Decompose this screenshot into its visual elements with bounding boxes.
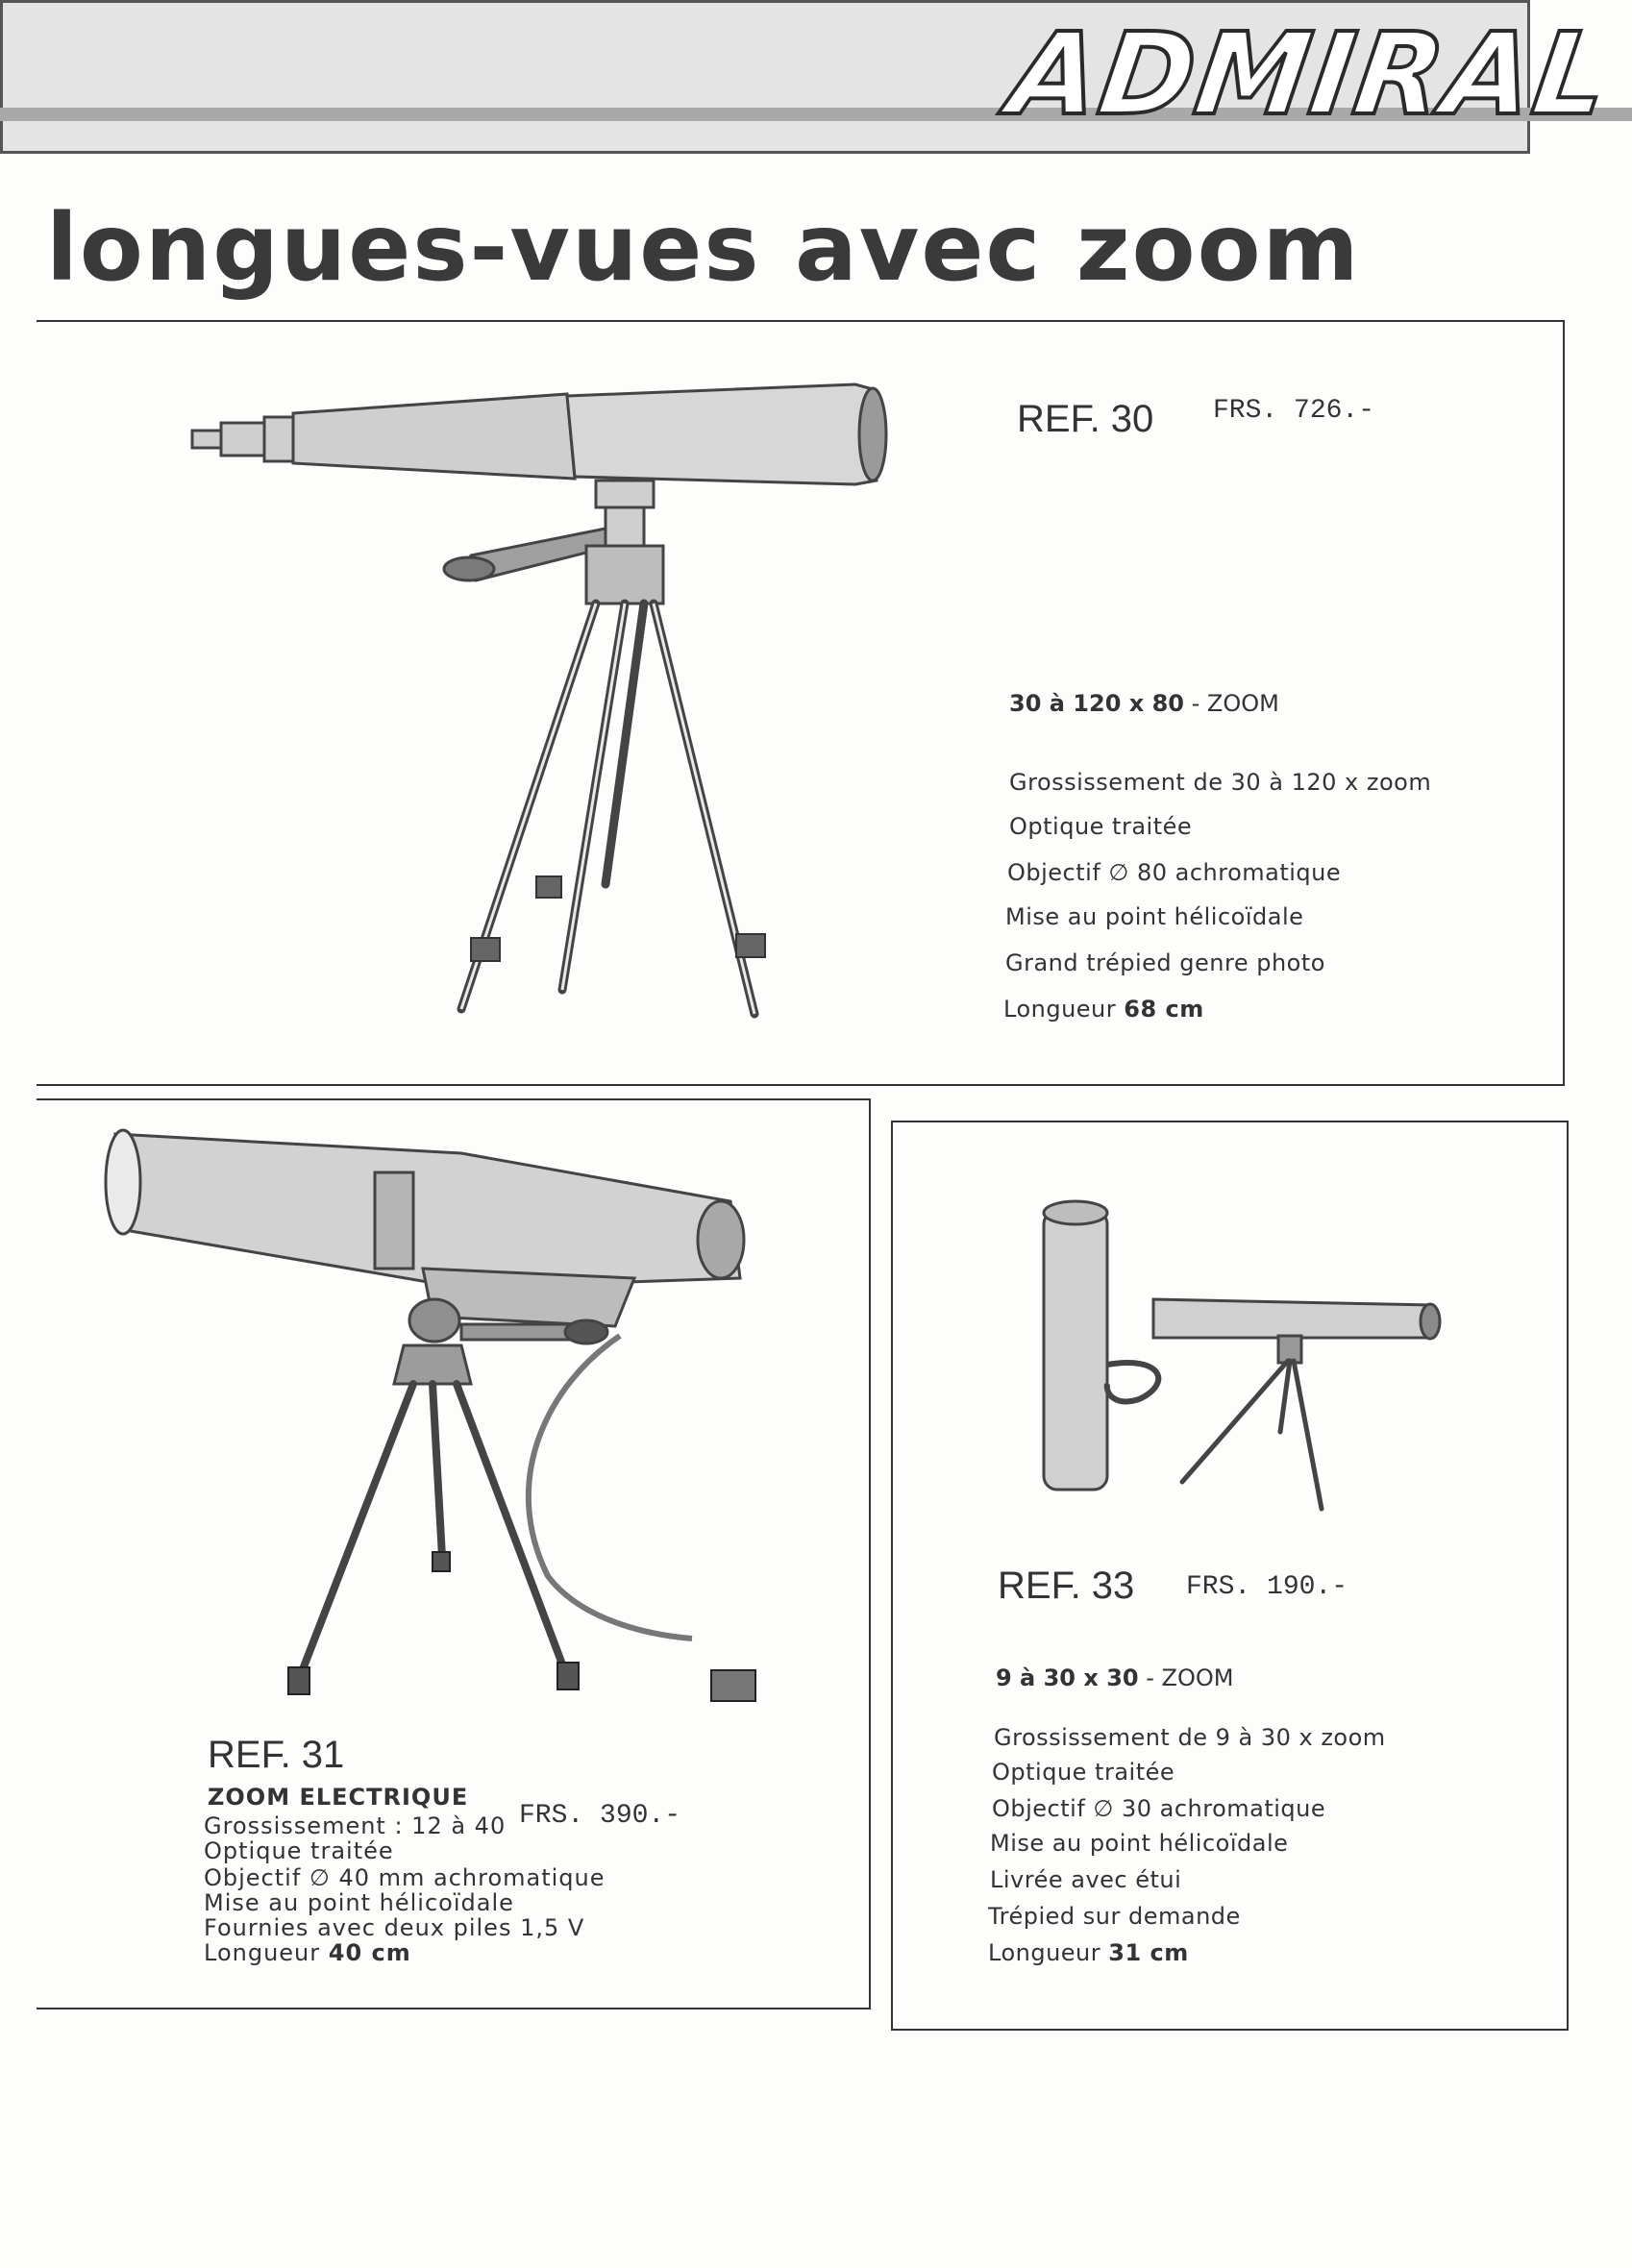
ref33-spec: Trépied sur demande	[988, 1903, 1241, 1930]
pocket-telescope-case-illustration	[1028, 1192, 1451, 1538]
ref30-model	[1009, 690, 1279, 717]
ref30-spec: Objectif ∅ 80 achromatique	[1007, 859, 1342, 886]
ref30-spec: Optique traitée	[1009, 813, 1193, 840]
ref33-spec: Livrée avec étui	[990, 1866, 1182, 1893]
ref33-model	[996, 1664, 1233, 1691]
ref30-length	[1003, 996, 1204, 1023]
ref33-length-value: 31 cm	[1108, 1939, 1189, 1966]
ref33-label: REF. 33	[998, 1565, 1135, 1607]
ref33-spec: Objectif ∅ 30 achromatique	[992, 1795, 1326, 1822]
telescope-tripod-large-illustration	[183, 384, 913, 1038]
brand-banner	[0, 0, 1619, 154]
ref30-price: FRS. 726.-	[1213, 396, 1375, 426]
ref33-length	[988, 1939, 1189, 1966]
ref31-spec: Grossissement : 12 à 40	[204, 1812, 507, 1839]
ref30-spec: Grand trépied genre photo	[1005, 949, 1325, 976]
ref31-price: FRS. 390.-	[519, 1801, 681, 1831]
ref31-spec: Optique traitée	[204, 1837, 394, 1864]
electric-zoom-telescope-illustration	[96, 1115, 769, 1711]
ref33-price: FRS. 190.-	[1186, 1572, 1348, 1602]
page-title: longues-vues avec zoom	[46, 194, 1361, 302]
ref31-length-value: 40 cm	[328, 1939, 411, 1966]
ref33-spec: Optique traitée	[992, 1759, 1175, 1786]
ref30-length-label: Longueur	[1003, 996, 1117, 1023]
ref33-model-prefix: 9 à 30 x 30	[996, 1664, 1139, 1691]
ref33-length-label: Longueur	[988, 1939, 1101, 1966]
brand-logo: ADMIRAL	[1001, 8, 1619, 140]
ref30-length-value: 68 cm	[1124, 996, 1204, 1023]
ref31-label: REF. 31	[208, 1734, 345, 1776]
ref33-spec: Mise au point hélicoïdale	[990, 1830, 1289, 1857]
ref30-model-suffix: - ZOOM	[1191, 690, 1279, 717]
ref31-model: ZOOM ELECTRIQUE	[208, 1784, 469, 1811]
ref30-label: REF. 30	[1017, 398, 1154, 440]
ref30-model-prefix: 30 à 120 x 80	[1009, 690, 1184, 717]
ref30-spec: Mise au point hélicoïdale	[1005, 903, 1304, 930]
ref31-spec: Fournies avec deux piles 1,5 V	[204, 1914, 585, 1941]
ref31-spec: Mise au point hélicoïdale	[204, 1889, 514, 1916]
ref33-spec: Grossissement de 9 à 30 x zoom	[994, 1724, 1386, 1751]
ref31-length-label: Longueur	[204, 1939, 321, 1966]
ref33-model-suffix: - ZOOM	[1146, 1664, 1234, 1691]
ref31-length	[204, 1941, 411, 1964]
ref31-spec: Objectif ∅ 40 mm achromatique	[204, 1864, 606, 1891]
ref30-spec: Grossissement de 30 à 120 x zoom	[1009, 769, 1432, 796]
